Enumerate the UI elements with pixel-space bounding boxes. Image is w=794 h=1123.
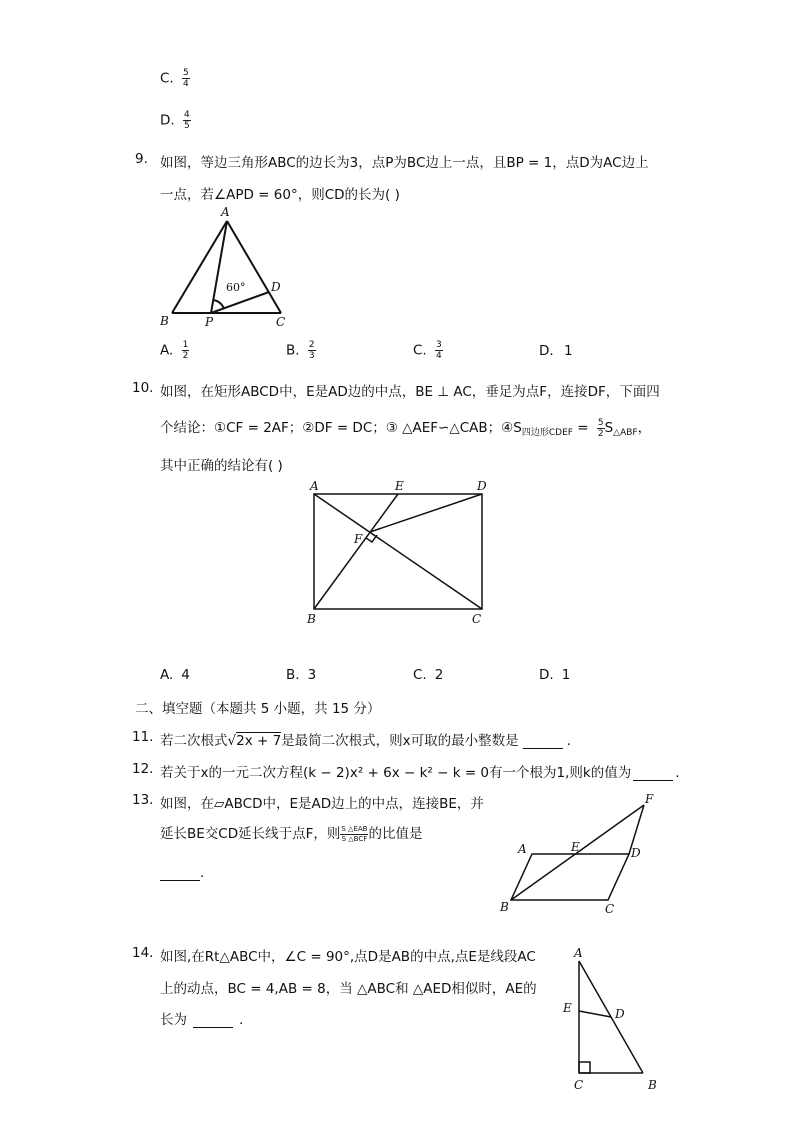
q12-body: 若关于x的一元二次方程(k − 2)x² + 6x − k² − k = 0有一个根为1,则k的值为	[160, 765, 632, 781]
q9-label-b: B	[160, 314, 169, 328]
option-label: C.	[413, 342, 427, 359]
q9-label-p: P	[205, 315, 214, 329]
q10-label-a: A	[310, 479, 319, 493]
option-label: B.	[286, 342, 300, 359]
q13-number: 13.	[132, 792, 154, 808]
numerator: 5	[597, 417, 604, 428]
option-label: A.	[160, 342, 174, 359]
q9-label-d: D	[271, 280, 281, 294]
numerator: S △EAB	[341, 824, 368, 833]
numerator: 4	[183, 110, 190, 120]
option-label: C.	[160, 70, 174, 87]
q14-text-line1: 如图,在Rt△ABC中，∠C = 90°,点D是AB的中点,点E是线段AC	[160, 949, 536, 965]
q11-pre: 若二次根式	[160, 733, 228, 749]
q14-number: 14.	[132, 945, 154, 961]
subscript: △ABF	[613, 428, 638, 438]
q11-number: 11.	[132, 729, 154, 745]
punct: .	[200, 865, 205, 881]
option-label: A.	[160, 667, 174, 683]
q13-text-line1: 如图，在▱ABCD中，E是AD边上的中点，连接BE，并	[160, 796, 484, 812]
q14-text-line2: 上的动点，BC = 4,AB = 8，当 △ABC和 △AED相似时，AE的	[160, 981, 537, 997]
denominator: 2	[182, 351, 189, 361]
q14-label-b: B	[648, 1078, 657, 1092]
sqrt-sign: √	[227, 733, 237, 749]
option-label: D.	[539, 343, 554, 359]
equals: =	[572, 420, 593, 436]
numerator: 2	[308, 340, 315, 350]
option-label: D.	[160, 112, 175, 129]
numerator: 3	[436, 340, 442, 350]
q14-label-c: C	[574, 1078, 584, 1092]
q9-label-c: C	[276, 315, 286, 329]
q13-label-e: E	[571, 840, 580, 854]
denominator: S △BCF	[341, 834, 368, 843]
denominator: 4	[436, 351, 442, 361]
q10-label-f: F	[354, 532, 363, 546]
q12-number: 12.	[132, 761, 154, 777]
section-title: 二、填空题（本题共 5 小题，共 15 分）	[135, 701, 381, 717]
numerator: 1	[182, 340, 189, 350]
punct: .	[239, 1012, 244, 1028]
subscript: 四边形CDEF	[521, 428, 573, 438]
numerator: 5	[183, 68, 189, 78]
option-label: D.	[539, 667, 554, 683]
q11-post: 是最简二次根式，则x可取的最小整数是	[281, 733, 519, 749]
q10-label-b: B	[307, 612, 316, 626]
q10-label-d: D	[477, 479, 487, 493]
q13-label-d: D	[631, 846, 641, 860]
q10-label-e: E	[395, 479, 404, 493]
q10-label-c: C	[472, 612, 482, 626]
option-value: 2	[434, 667, 444, 683]
option-label: B.	[286, 667, 300, 683]
punct: ，	[637, 420, 652, 436]
q13-label-a: A	[518, 842, 527, 856]
q14-label-d: D	[615, 1007, 625, 1021]
q10-conclusions: 个结论：①CF = 2AF；②DF = DC；③ △AEF∽△CAB；④S	[160, 420, 522, 436]
option-label: C.	[413, 667, 427, 683]
option-value: 4	[181, 667, 190, 683]
area-symbol: S	[604, 420, 614, 436]
denominator: 2	[597, 428, 604, 439]
q10-text-line1: 如图，在矩形ABCD中，E是AD边的中点，BE ⊥ AC，垂足为点F，连接DF，下面四	[160, 384, 660, 400]
q13-line2-pre: 延长BE交CD延长线于点F，则	[160, 826, 341, 842]
q9-text-line1: 如图，等边三角形ABC的边长为3，点P为BC边上一点，且BP = 1，点D为AC边上	[160, 155, 649, 171]
q10-text-line3: 其中正确的结论有( )	[160, 458, 283, 474]
radicand: 2x + 7	[236, 733, 282, 749]
option-value: 1	[563, 343, 573, 359]
q14-line3-text: 长为	[160, 1012, 187, 1028]
denominator: 4	[183, 79, 189, 89]
q14-label-e: E	[563, 1001, 572, 1015]
q9-label-a: A	[221, 205, 230, 219]
q9-number: 9.	[135, 151, 148, 167]
q13-label-c: C	[605, 902, 615, 916]
q13-label-f: F	[645, 792, 654, 806]
option-value: 3	[307, 667, 317, 683]
punct: .	[675, 765, 680, 781]
q9-text-line2: 一点，若∠APD = 60°，则CD的长为( )	[160, 187, 400, 203]
punct: .	[566, 733, 571, 749]
q14-label-a: A	[574, 946, 583, 960]
option-value: 1	[561, 667, 571, 683]
denominator: 5	[183, 121, 190, 131]
q13-label-b: B	[500, 900, 509, 914]
q9-angle-label: 60°	[226, 281, 246, 294]
q13-line2-post: 的比值是	[368, 826, 423, 842]
denominator: 3	[308, 351, 315, 361]
q10-number: 10.	[132, 380, 154, 396]
